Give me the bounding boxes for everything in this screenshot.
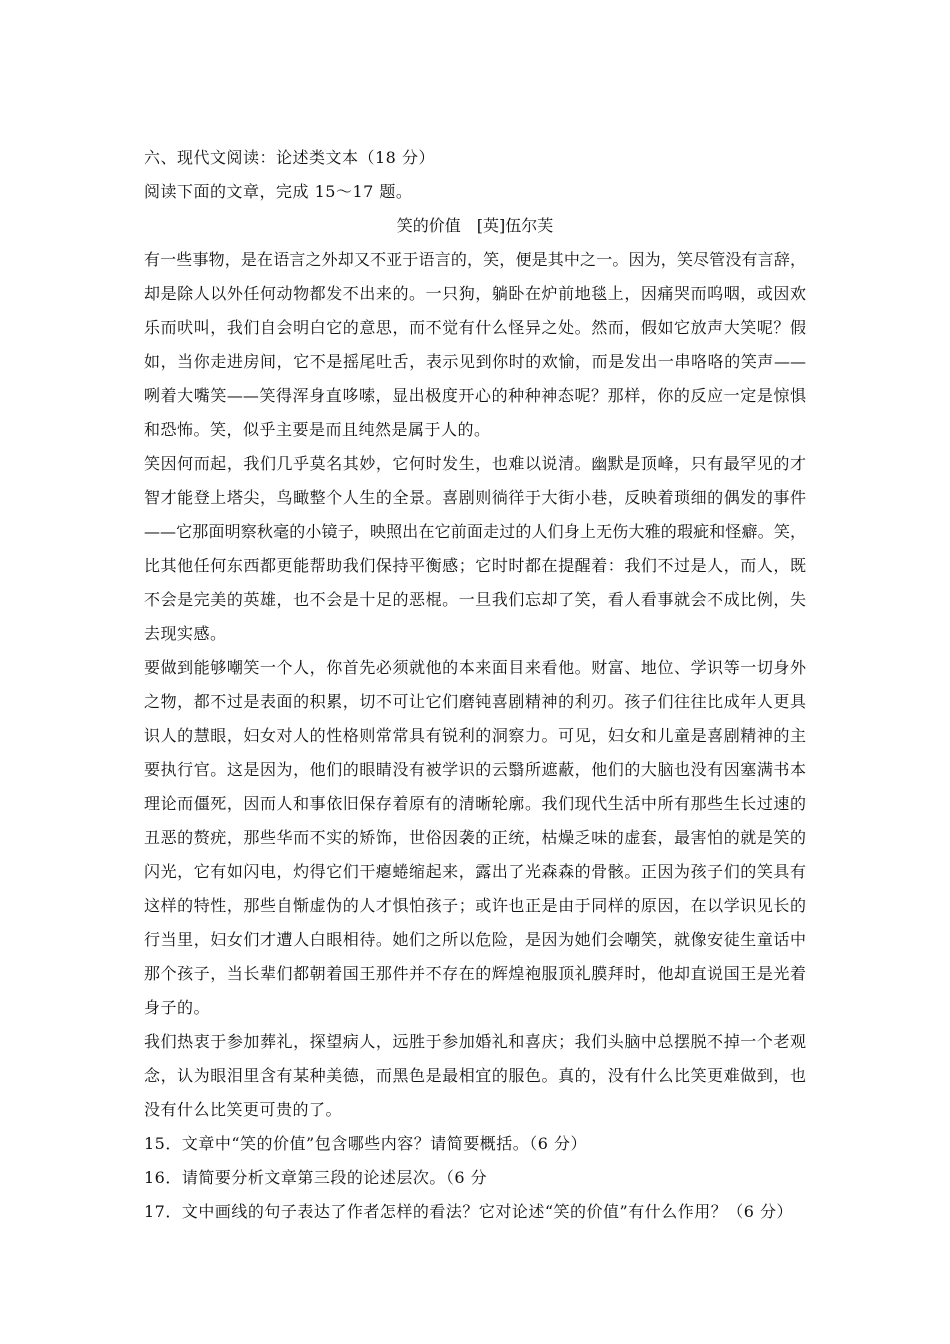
paragraph-2-line: 比其他任何东西都更能帮助我们保持平衡感；它时时都在提醒着：我们不过是人，而人，既 (144, 556, 806, 575)
paragraph-1-line: 乐而吠叫，我们自会明白它的意思，而不觉有什么怪异之处。然而，假如它放声大笑呢？假 (144, 318, 806, 337)
question-16: 16．请简要分析文章第三段的论述层次。（6 分 (144, 1168, 488, 1187)
paragraph-3-line: 那个孩子，当长辈们都朝着国王那件并不存在的辉煌袍服顶礼膜拜时，他却直说国王是光着 (144, 964, 806, 983)
article-title: 笑的价值 [英]伍尔芙 (396, 216, 554, 235)
paragraph-2-line: 智才能登上塔尖，鸟瞰整个人生的全景。喜剧则徜徉于大街小巷，反映着琐细的偶发的事件 (144, 488, 806, 507)
section-heading: 六、现代文阅读：论述类文本（18 分） (144, 148, 435, 167)
paragraph-1-line: 如，当你走进房间，它不是摇尾吐舌，表示见到你时的欢愉，而是发出一串咯咯的笑声—— (144, 352, 806, 371)
paragraph-2-line: 笑因何而起，我们几乎莫名其妙，它何时发生，也难以说清。幽默是顶峰，只有最罕见的才 (144, 454, 806, 473)
reading-instruction: 阅读下面的文章，完成 15～17 题。 (144, 182, 413, 201)
paragraph-3-line: 丑恶的赘疣，那些华而不实的矫饰，世俗因袭的正统，枯燥乏味的虚套，最害怕的就是笑的 (144, 828, 806, 847)
paragraph-3-line: 闪光，它有如闪电，灼得它们干瘪蜷缩起来，露出了光森森的骨骸。正因为孩子们的笑具有 (144, 862, 806, 881)
paragraph-2-line: 去现实感。 (144, 624, 227, 643)
paragraph-4-line: 念，认为眼泪里含有某种美德，而黑色是最相宜的服色。真的，没有什么比笑更难做到，也 (144, 1066, 806, 1085)
question-17: 17．文中画线的句子表达了作者怎样的看法？它对论述“笑的价值”有什么作用？（6 分） (144, 1202, 793, 1221)
paragraph-3-line: 要做到能够嘲笑一个人，你首先必须就他的本来面目来看他。财富、地位、学识等一切身外 (144, 658, 806, 677)
paragraph-3-line: 之物，都不过是表面的积累，切不可让它们磨钝喜剧精神的利刃。孩子们往往比成年人更具 (144, 692, 806, 711)
paragraph-3-line: 身子的。 (144, 998, 211, 1017)
paragraph-4-line: 我们热衷于参加葬礼，探望病人，远胜于参加婚礼和喜庆；我们头脑中总摆脱不掉一个老观 (144, 1032, 806, 1051)
paragraph-3-line: 要执行官。这是因为，他们的眼睛没有被学识的云翳所遮蔽，他们的大脑也没有因塞满书本 (144, 760, 806, 779)
paragraph-1-line: 却是除人以外任何动物都发不出来的。一只狗，躺卧在炉前地毯上，因痛哭而呜咽，或因欢 (144, 284, 806, 303)
paragraph-3-line: 这样的特性，那些自惭虚伪的人才惧怕孩子；或许也正是由于同样的原因，在以学识见长的 (144, 896, 806, 915)
paragraph-3-line: 理论而僵死，因而人和事依旧保存着原有的清晰轮廓。我们现代生活中所有那些生长过速的 (144, 794, 806, 813)
paragraph-1-line: 有一些事物，是在语言之外却又不亚于语言的，笑，便是其中之一。因为，笑尽管没有言辞， (144, 250, 806, 269)
question-15: 15．文章中“笑的价值”包含哪些内容？请简要概括。（6 分） (144, 1134, 587, 1153)
paragraph-1-line: 和恐怖。笑，似乎主要是而且纯然是属于人的。 (144, 420, 491, 439)
paragraph-1-line: 咧着大嘴笑——笑得浑身直哆嗦，显出极度开心的种种神态呢？那样，你的反应一定是惊惧 (144, 386, 806, 405)
paragraph-4-line: 没有什么比笑更可贵的了。 (144, 1100, 343, 1119)
paragraph-2-line: ——它那面明察秋毫的小镜子，映照出在它前面走过的人们身上无伤大雅的瑕疵和怪癖。笑， (144, 522, 806, 541)
paragraph-3-line: 识人的慧眼，妇女对人的性格则常常具有锐利的洞察力。可见，妇女和儿童是喜剧精神的主 (144, 726, 806, 745)
paragraph-3-line: 行当里，妇女们才遭人白眼相待。她们之所以危险，是因为她们会嘲笑，就像安徒生童话中 (144, 930, 806, 949)
paragraph-2-line: 不会是完美的英雄，也不会是十足的恶棍。一旦我们忘却了笑，看人看事就会不成比例，失 (144, 590, 806, 609)
